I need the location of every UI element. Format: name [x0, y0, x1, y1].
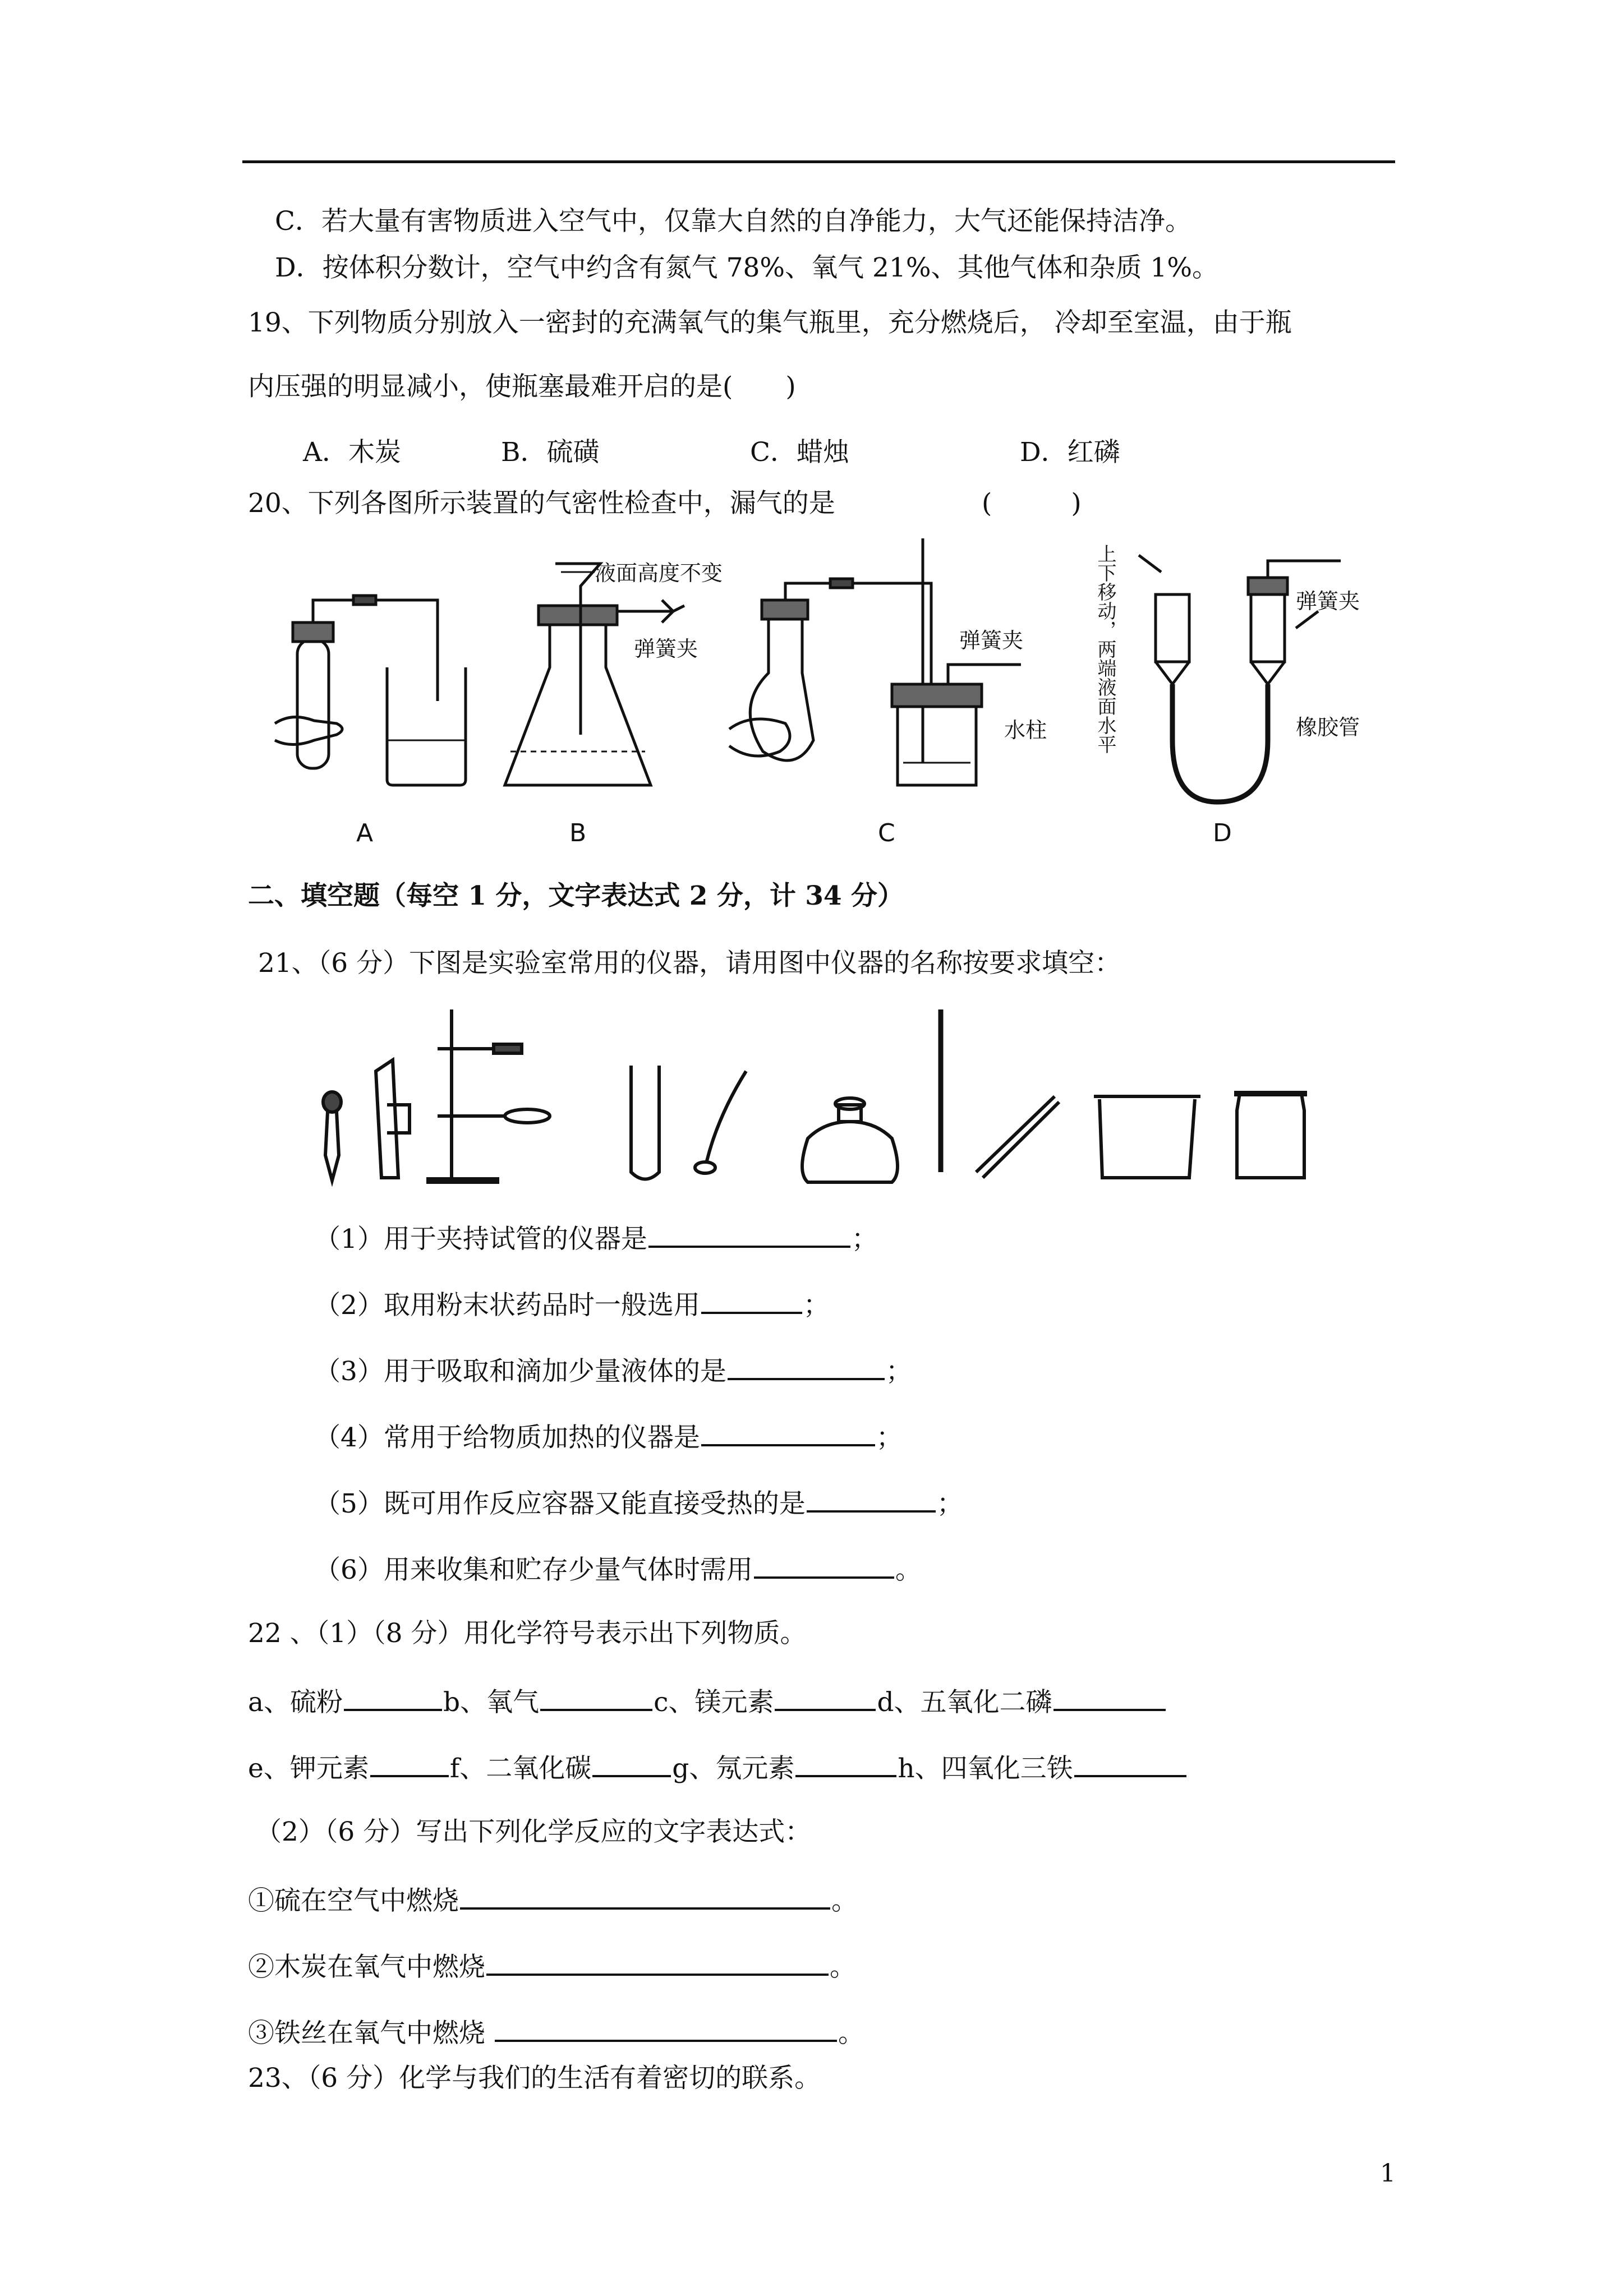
q19-option-c: C．蜡烛: [750, 437, 849, 468]
label-d-clip: 弹簧夹: [1296, 589, 1360, 614]
q22-part2-stem: （2）（6 分）写出下列化学反应的文字表达式：: [255, 1816, 812, 1847]
q19-stem-line1: 19、下列物质分别放入一密封的充满氧气的集气瓶里，充分燃烧后， 冷却至室温，由于瓶: [248, 307, 1292, 338]
page-number: 1: [1380, 2159, 1396, 2188]
q18-option-d: D．按体积分数计，空气中约含有氮气 78%、氧气 21%、其他气体和杂质 1%。: [275, 252, 1218, 283]
label-b: B: [569, 819, 587, 847]
label-b-clip: 弹簧夹: [634, 637, 698, 661]
q22-part1-stem: 22 、（1）（8 分）用化学符号表示出下列物质。: [248, 1618, 807, 1649]
answer-blank[interactable]: [540, 1683, 652, 1711]
q22-reaction-2: ②木炭在氧气中燃烧 。: [248, 1948, 856, 1984]
airtightness-figure: [247, 538, 1386, 852]
answer-blank[interactable]: [486, 1948, 829, 1976]
q21-stem: 21、（6 分）下图是实验室常用的仪器，请用图中仪器的名称按要求填空：: [258, 948, 1121, 979]
answer-blank[interactable]: [495, 2014, 837, 2042]
test-tube-holder: [376, 1060, 410, 1178]
apparatus-b: [505, 564, 684, 785]
iron-stand: [426, 1009, 550, 1181]
answer-blank[interactable]: [1074, 1749, 1186, 1777]
q21-item-2: （2）取用粉末状药品时一般选用 ；: [314, 1286, 830, 1322]
q19-option-d: D．红磷: [1020, 437, 1120, 468]
section2-heading: 二、填空题（每空 1 分，文字表达式 2 分，计 34 分）: [248, 880, 904, 911]
q20-answer-paren: ( ): [982, 488, 1082, 519]
answer-blank[interactable]: [460, 1882, 830, 1910]
answer-blank[interactable]: [592, 1749, 671, 1777]
label-c-water: 水柱: [1004, 718, 1047, 743]
instruments-figure: [314, 1004, 1329, 1189]
q22-reaction-3: ③铁丝在氧气中燃烧 。: [248, 2014, 864, 2050]
q21-item-6: （6）用来收集和贮存少量气体时需用 。: [314, 1551, 922, 1587]
q22-row1: a、硫粉 b、氧气 c、镁元素 d、五氧化二磷: [248, 1683, 1167, 1719]
label-d: D: [1213, 819, 1232, 847]
crucible-tongs: [976, 1096, 1059, 1178]
label-b-level: 液面高度不变: [595, 561, 723, 585]
q23-stem: 23、（6 分）化学与我们的生活有着密切的联系。: [248, 2063, 821, 2094]
answer-blank[interactable]: [1053, 1683, 1166, 1711]
q21-item-4: （4）常用于给物质加热的仪器是 ；: [314, 1418, 903, 1455]
q19-option-b: B．硫磺: [501, 437, 600, 468]
apparatus-a: [275, 596, 466, 785]
q22-row2: e、钾元素 f、二氧化碳 g、氖元素 h、四氧化三铁: [248, 1749, 1188, 1786]
q21-item-3: （3）用于吸取和滴加少量液体的是 ；: [314, 1352, 912, 1389]
label-c: C: [878, 819, 895, 847]
answer-blank[interactable]: [795, 1749, 896, 1777]
answer-blank[interactable]: [701, 1418, 875, 1446]
answer-blank[interactable]: [775, 1683, 876, 1711]
test-tube: [631, 1066, 659, 1179]
label-d-tube: 橡胶管: [1296, 715, 1360, 740]
medicine-spoon: [695, 1071, 746, 1173]
answer-blank[interactable]: [648, 1220, 850, 1248]
alcohol-lamp: [802, 1098, 898, 1182]
answer-blank[interactable]: [370, 1749, 449, 1777]
q19-option-a: A．木炭: [303, 437, 401, 468]
q22-reaction-1: ①硫在空气中燃烧 。: [248, 1882, 858, 1918]
label-d-vertical: 上下移动，两端液面水平: [1094, 544, 1116, 754]
q21-item-5: （5）既可用作反应容器又能直接受热的是 ；: [314, 1484, 963, 1521]
answer-blank[interactable]: [754, 1551, 894, 1579]
label-c-clip: 弹簧夹: [959, 628, 1024, 653]
answer-blank[interactable]: [701, 1286, 802, 1314]
beaker: [1094, 1096, 1200, 1178]
gas-collecting-bottle: [1234, 1094, 1307, 1178]
q19-stem-line2: 内压强的明显减小，使瓶塞最难开启的是( ): [248, 371, 796, 402]
q21-item-1: （1）用于夹持试管的仪器是 ；: [314, 1220, 878, 1256]
dropper: [323, 1092, 341, 1181]
label-a: A: [356, 819, 374, 847]
apparatus-c: [729, 538, 1024, 785]
header-rule: [242, 160, 1395, 163]
answer-blank[interactable]: [344, 1683, 442, 1711]
answer-blank[interactable]: [807, 1484, 936, 1513]
q18-option-c: C．若大量有害物质进入空气中，仅靠大自然的自净能力，大气还能保持洁净。: [275, 206, 1191, 237]
answer-blank[interactable]: [728, 1352, 885, 1380]
q20-stem: 20、下列各图所示装置的气密性检查中，漏气的是: [248, 488, 835, 519]
